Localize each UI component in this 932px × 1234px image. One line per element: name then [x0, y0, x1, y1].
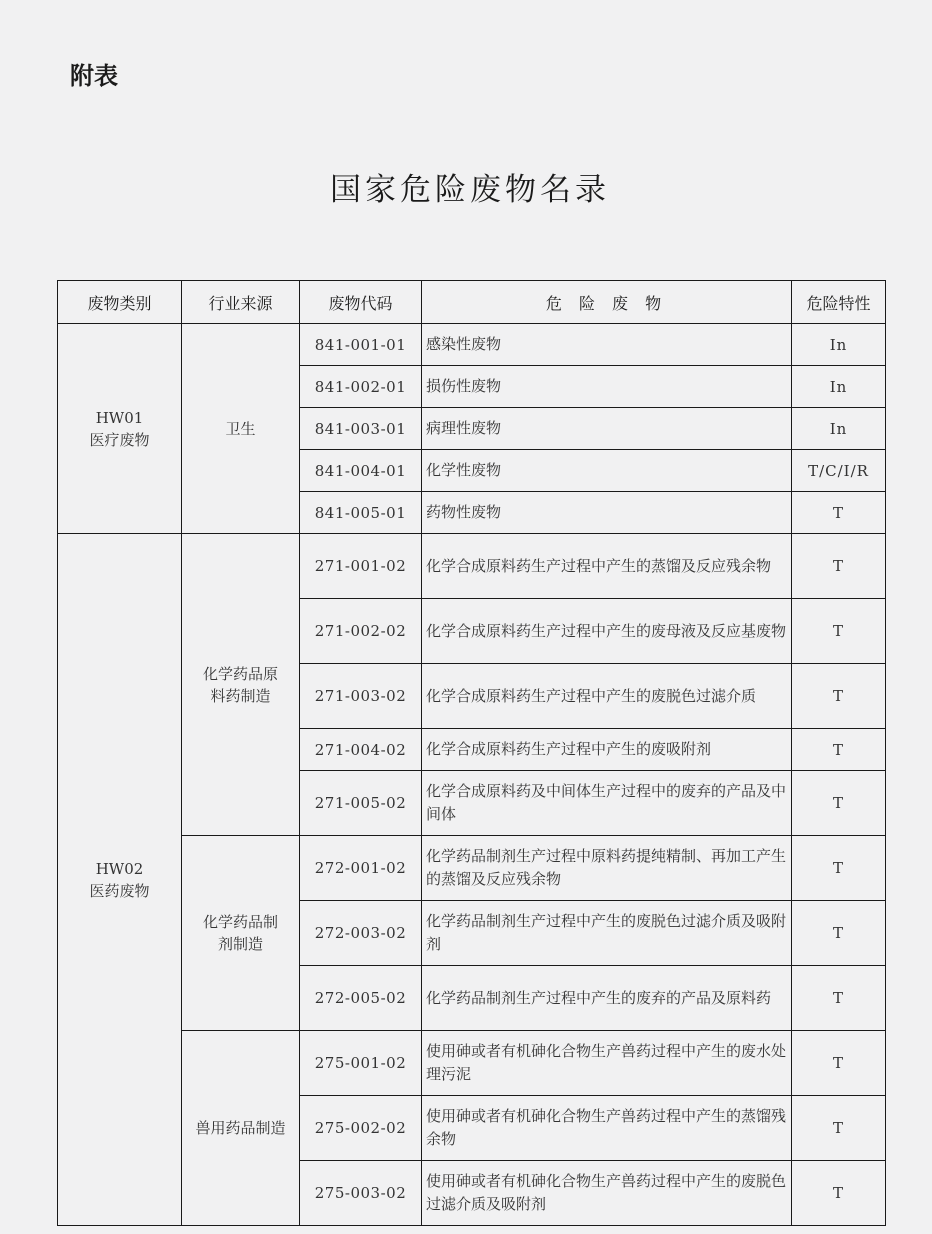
hazard-characteristic: T [792, 599, 886, 664]
waste-description: 化学药品制剂生产过程中产生的废脱色过滤介质及吸附剂 [422, 901, 792, 966]
waste-description: 化学合成原料药生产过程中产生的蒸馏及反应残余物 [422, 534, 792, 599]
waste-description: 化学合成原料药生产过程中产生的废母液及反应基废物 [422, 599, 792, 664]
waste-code: 841-001-01 [300, 324, 422, 366]
header-industry: 行业来源 [182, 281, 300, 324]
waste-description: 使用砷或者有机砷化合物生产兽药过程中产生的蒸馏残余物 [422, 1096, 792, 1161]
hazard-characteristic: In [792, 408, 886, 450]
appendix-label: 附表 [70, 62, 118, 90]
waste-code: 271-005-02 [300, 771, 422, 836]
hazard-characteristic: T [792, 1161, 886, 1226]
industry-cell: 卫生 [182, 324, 300, 534]
table-row [58, 1031, 886, 1096]
table-header-row [58, 281, 886, 324]
hazard-characteristic: T [792, 492, 886, 534]
hazard-characteristic: T/C/I/R [792, 450, 886, 492]
waste-description: 使用砷或者有机砷化合物生产兽药过程中产生的废脱色过滤介质及吸附剂 [422, 1161, 792, 1226]
waste-description: 病理性废物 [422, 408, 792, 450]
waste-code: 271-004-02 [300, 729, 422, 771]
waste-description: 化学性废物 [422, 450, 792, 492]
hazard-characteristic: T [792, 966, 886, 1031]
industry-cell: 兽用药品制造 [182, 1031, 300, 1226]
waste-description: 化学药品制剂生产过程中原料药提纯精制、再加工产生的蒸馏及反应残余物 [422, 836, 792, 901]
waste-description: 损伤性废物 [422, 366, 792, 408]
industry-cell: 化学药品原 料药制造 [182, 534, 300, 836]
waste-code: 841-003-01 [300, 408, 422, 450]
header-hazard: 危险特性 [792, 281, 886, 324]
waste-code: 271-003-02 [300, 664, 422, 729]
header-category: 废物类别 [58, 281, 182, 324]
waste-code: 275-001-02 [300, 1031, 422, 1096]
hazard-characteristic: T [792, 836, 886, 901]
hazardous-waste-table [57, 280, 886, 1226]
industry-cell: 化学药品制 剂制造 [182, 836, 300, 1031]
category-cell [58, 324, 182, 534]
category-cell [58, 534, 182, 1226]
waste-description: 化学合成原料药及中间体生产过程中的废弃的产品及中间体 [422, 771, 792, 836]
document-title: 国家危险废物名录 [330, 172, 610, 208]
category-name: 医疗废物 [89, 430, 150, 449]
hazard-characteristic: In [792, 324, 886, 366]
table-row [58, 324, 886, 366]
waste-description: 化学药品制剂生产过程中产生的废弃的产品及原料药 [422, 966, 792, 1031]
waste-code: 271-002-02 [300, 599, 422, 664]
waste-code: 275-002-02 [300, 1096, 422, 1161]
category-code: HW01 [95, 408, 144, 427]
waste-code: 275-003-02 [300, 1161, 422, 1226]
header-waste: 危 险 废 物 [422, 281, 792, 324]
table-row [58, 534, 886, 599]
waste-description: 化学合成原料药生产过程中产生的废脱色过滤介质 [422, 664, 792, 729]
waste-description: 感染性废物 [422, 324, 792, 366]
hazard-characteristic: T [792, 901, 886, 966]
hazard-characteristic: T [792, 771, 886, 836]
hazard-characteristic: In [792, 366, 886, 408]
waste-description: 药物性废物 [422, 492, 792, 534]
header-code: 废物代码 [300, 281, 422, 324]
waste-code: 272-001-02 [300, 836, 422, 901]
waste-code: 271-001-02 [300, 534, 422, 599]
category-code: HW02 [95, 859, 144, 878]
waste-code: 841-005-01 [300, 492, 422, 534]
waste-description: 化学合成原料药生产过程中产生的废吸附剂 [422, 729, 792, 771]
waste-code: 272-005-02 [300, 966, 422, 1031]
hazard-characteristic: T [792, 1096, 886, 1161]
hazard-characteristic: T [792, 534, 886, 599]
table-row [58, 836, 886, 901]
category-name: 医药废物 [89, 881, 150, 900]
waste-code: 841-004-01 [300, 450, 422, 492]
hazard-characteristic: T [792, 664, 886, 729]
waste-code: 841-002-01 [300, 366, 422, 408]
hazard-characteristic: T [792, 1031, 886, 1096]
waste-code: 272-003-02 [300, 901, 422, 966]
waste-description: 使用砷或者有机砷化合物生产兽药过程中产生的废水处理污泥 [422, 1031, 792, 1096]
hazard-characteristic: T [792, 729, 886, 771]
